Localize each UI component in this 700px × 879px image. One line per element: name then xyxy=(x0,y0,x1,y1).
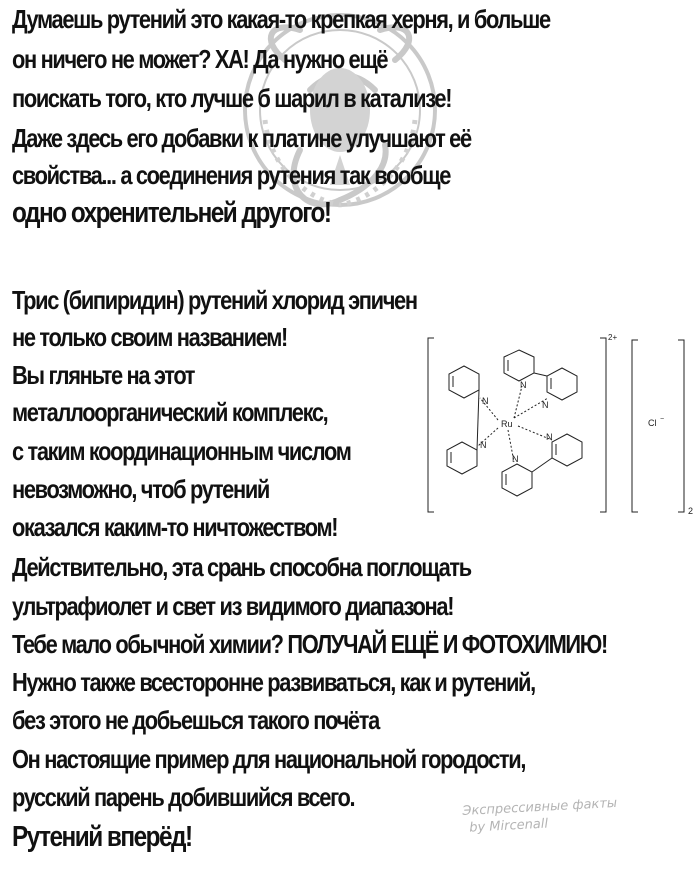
counter-ion-charge: − xyxy=(660,416,665,423)
text-line: Нужно также всесторонне развиваться, как и рутений, xyxy=(12,667,535,697)
text-line: Трис (бипиридин) рутений хлорид эпичен xyxy=(12,285,417,315)
text-line: без этого не добьешься такого почёта xyxy=(12,705,379,735)
text-line: Тебе мало обычной химии? ПОЛУЧАЙ ЕЩЁ И ФОТОХИМИЮ! xyxy=(12,629,607,659)
text-line: он ничего не может? ХА! Да нужно ещё xyxy=(12,44,388,74)
text-line: свойства... а соединения рутения так вообще xyxy=(12,160,451,190)
nitrogen-label: N xyxy=(542,400,549,410)
watermark-title: Экспрессивные факты xyxy=(462,795,618,819)
text-line: поискать того, кто лучше б шарил в катализе! xyxy=(12,83,452,113)
text-line: Даже здесь его добавки к платине улучшают её xyxy=(12,123,471,153)
ruthenium-complex-structure xyxy=(422,326,698,526)
text-line: с таким координационным числом xyxy=(12,436,351,466)
watermark-author: by Mircenall xyxy=(468,816,549,836)
charge-label: 2+ xyxy=(608,333,618,342)
nitrogen-label: N xyxy=(512,454,519,464)
text-line: металлоорганический комплекс, xyxy=(12,397,328,427)
text-line: одно охренительней другого! xyxy=(12,197,331,229)
metal-label: Ru xyxy=(501,419,513,429)
text-line: ультрафиолет и свет из видимого диапазона! xyxy=(12,591,454,621)
nitrogen-label: N xyxy=(520,380,527,390)
text-line: Действительно, эта срань способна поглощать xyxy=(12,552,471,582)
text-line: русский парень добившийся всего. xyxy=(12,782,355,812)
text-line: Вы гляньте на этот xyxy=(12,360,195,390)
text-line: Думаешь рутений это какая-то крепкая херня, и больше xyxy=(12,4,550,34)
watermark xyxy=(462,795,618,837)
text-line: оказался каким-то ничтожеством! xyxy=(12,512,338,542)
counter-ion-count: 2 xyxy=(688,506,694,516)
text-line: Рутений вперёд! xyxy=(12,821,192,853)
nitrogen-label: N xyxy=(546,432,553,442)
nitrogen-label: N xyxy=(482,396,489,406)
counter-ion-label: Cl xyxy=(648,418,657,428)
text-line: невозможно, чтоб рутений xyxy=(12,474,270,504)
nitrogen-label: N xyxy=(480,440,487,450)
text-line: не только своим названием! xyxy=(12,322,287,352)
text-line: Он настоящие пример для национальной городости, xyxy=(12,744,526,774)
scorpion-emblem-icon xyxy=(190,0,490,230)
